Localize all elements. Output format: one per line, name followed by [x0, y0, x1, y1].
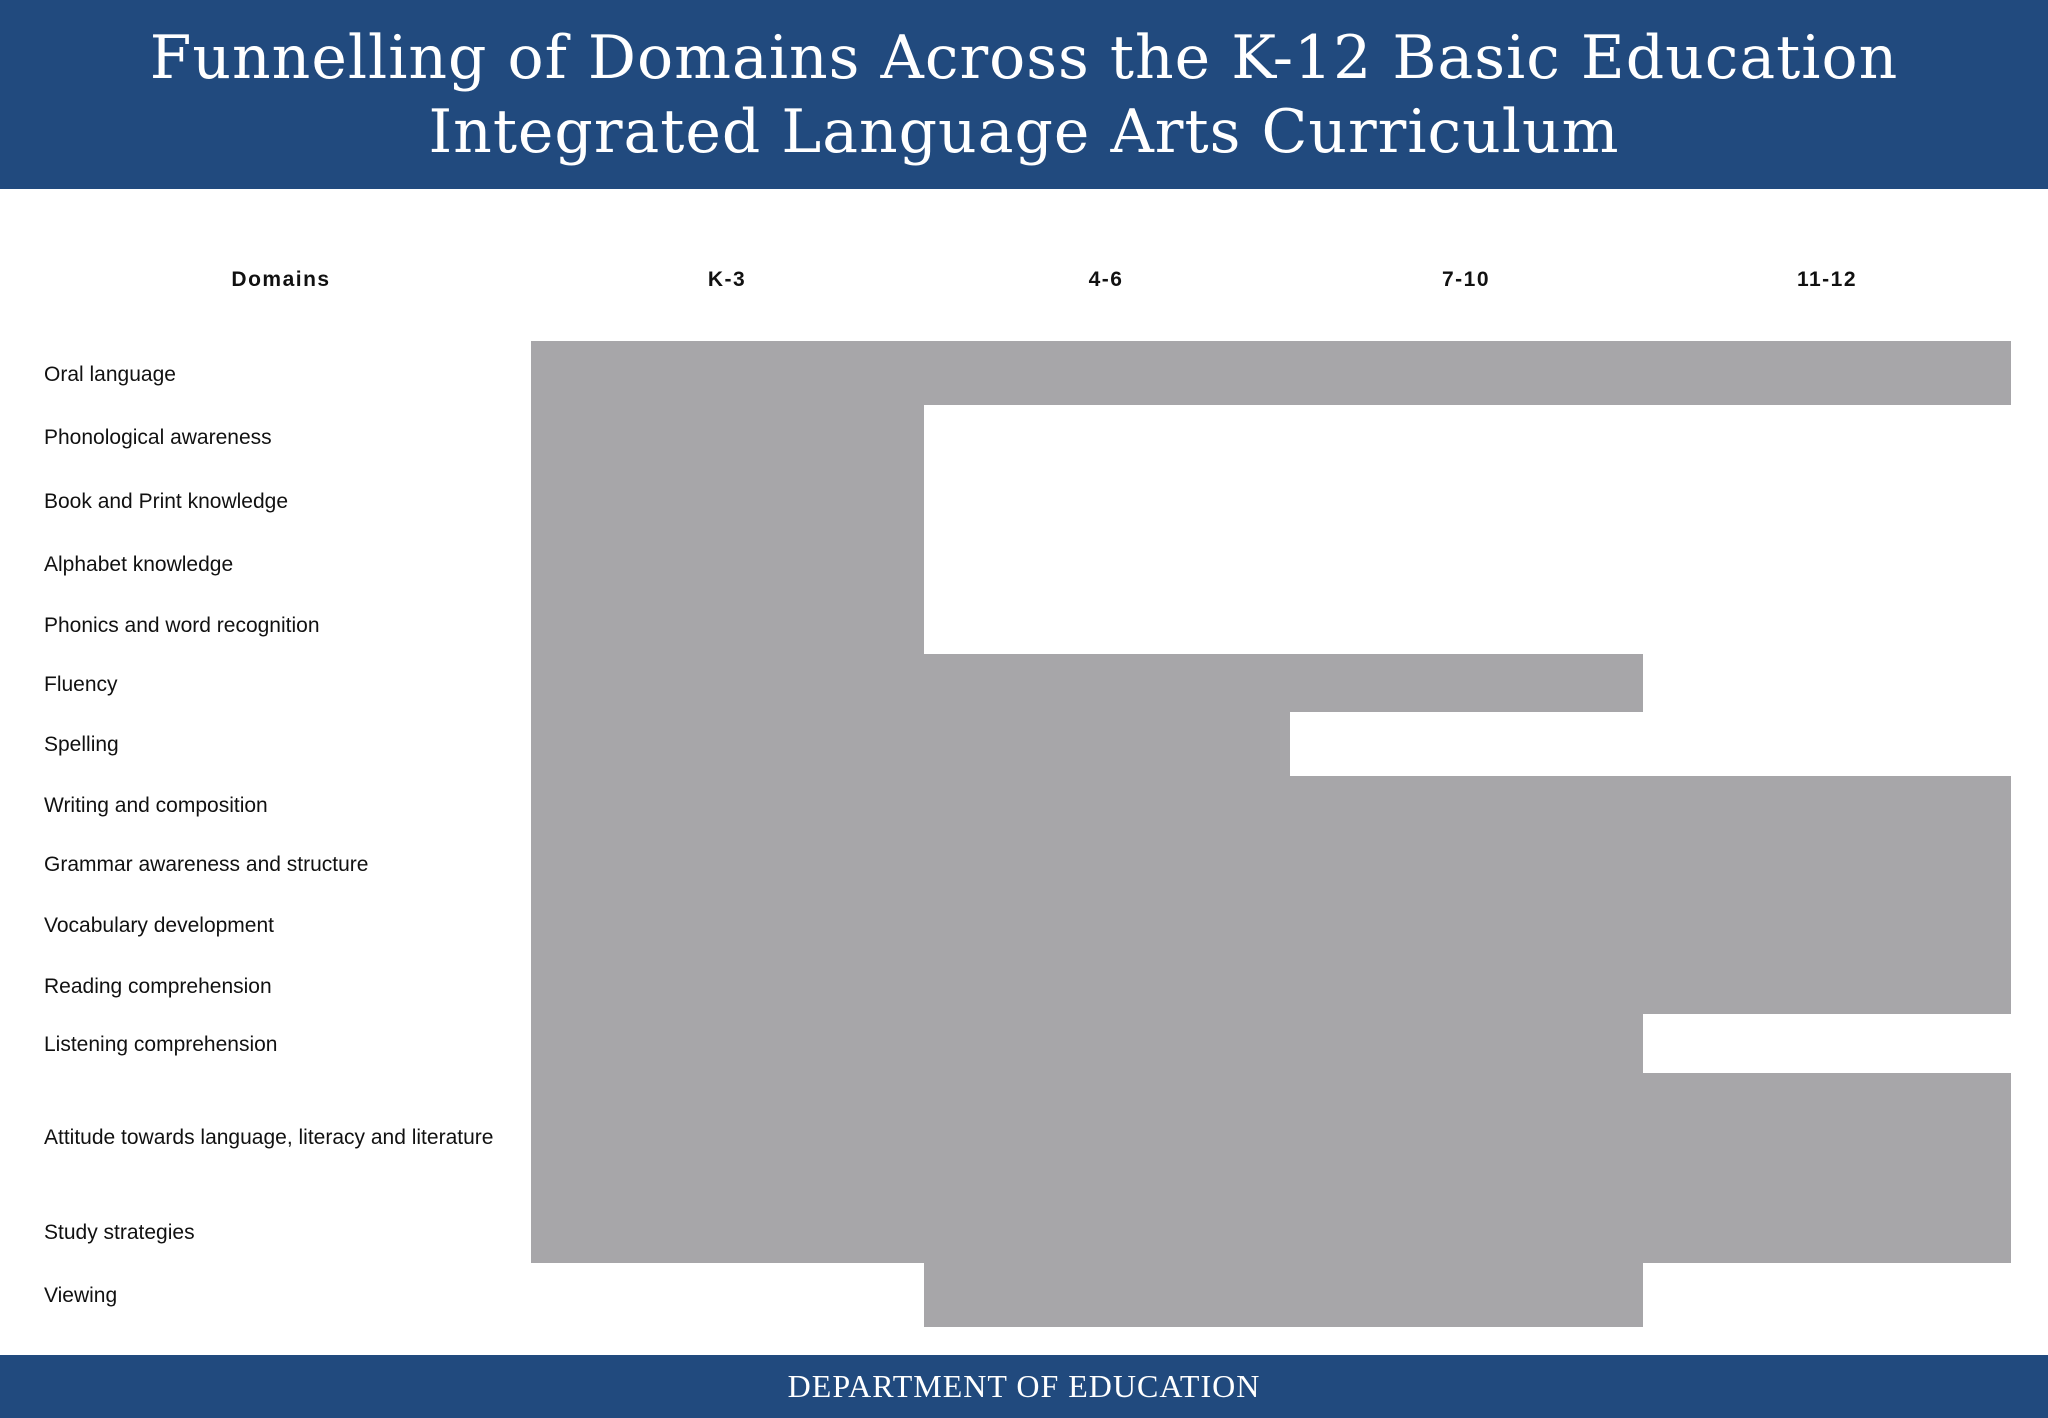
row-label-writing-and-composition: Writing and composition [44, 794, 268, 817]
coverage-cell [1290, 1073, 1643, 1201]
coverage-cell [1290, 1201, 1643, 1263]
coverage-cell [1643, 1201, 2011, 1263]
row-label-grammar-awareness-and-structure: Grammar awareness and structure [44, 853, 369, 876]
coverage-cell [1290, 341, 1643, 405]
coverage-cell [1290, 776, 1643, 833]
coverage-cell [531, 712, 924, 776]
row-label-attitude-towards-language: Attitude towards language, literacy and literature [44, 1126, 494, 1149]
coverage-cell [531, 341, 924, 405]
coverage-cell [1643, 956, 2011, 1014]
column-header-4-6: 4-6 [1088, 268, 1124, 291]
row-label-phonological-awareness: Phonological awareness [44, 426, 272, 449]
title-line-2: Integrated Language Arts Curriculum [428, 96, 1620, 167]
coverage-cell [924, 833, 1290, 896]
coverage-cell [1290, 654, 1643, 712]
coverage-cell [1643, 341, 2011, 405]
row-label-phonics-and-word-recognition: Phonics and word recognition [44, 614, 320, 637]
coverage-cell [1643, 1073, 2011, 1201]
coverage-cell [1643, 896, 2011, 956]
row-label-fluency: Fluency [44, 673, 118, 696]
coverage-cell [924, 896, 1290, 956]
coverage-cell [924, 654, 1290, 712]
row-label-vocabulary-development: Vocabulary development [44, 914, 274, 937]
row-label-study-strategies: Study strategies [44, 1221, 195, 1244]
coverage-cell [1290, 833, 1643, 896]
coverage-cell [924, 1014, 1290, 1073]
row-label-reading-comprehension: Reading comprehension [44, 975, 272, 998]
row-label-listening-comprehension: Listening comprehension [44, 1033, 278, 1056]
footer-text: DEPARTMENT OF EDUCATION [787, 1368, 1261, 1404]
coverage-cell [1643, 833, 2011, 896]
coverage-cell [924, 1263, 1290, 1327]
coverage-cell [1290, 896, 1643, 956]
column-header-11-12: 11-12 [1796, 268, 1858, 291]
column-header-domains: Domains [231, 268, 331, 291]
column-header-k-3: K-3 [707, 268, 747, 291]
coverage-cell [924, 1201, 1290, 1263]
title-banner [0, 0, 2048, 189]
coverage-cell [531, 896, 924, 956]
coverage-cell [531, 597, 924, 654]
row-label-book-and-print-knowledge: Book and Print knowledge [44, 490, 288, 513]
coverage-cell [1643, 776, 2011, 833]
coverage-cell [531, 833, 924, 896]
coverage-cell [1290, 1263, 1643, 1327]
row-label-viewing: Viewing [44, 1284, 118, 1307]
coverage-cell [531, 470, 924, 534]
footer-banner [0, 1355, 2048, 1418]
coverage-cell [1290, 1014, 1643, 1073]
coverage-cell [531, 534, 924, 597]
coverage-cell [924, 776, 1290, 833]
coverage-cell [531, 776, 924, 833]
coverage-cell [531, 654, 924, 712]
title-line-1: Funnelling of Domains Across the K-12 Basic Education [149, 22, 1899, 93]
coverage-cell [531, 405, 924, 470]
column-header-7-10: 7-10 [1441, 268, 1491, 291]
coverage-cell [924, 712, 1290, 776]
coverage-cell [1290, 956, 1643, 1014]
row-label-spelling: Spelling [44, 733, 119, 756]
coverage-cell [531, 956, 924, 1014]
coverage-cell [531, 1073, 924, 1201]
coverage-cell [924, 341, 1290, 405]
row-label-oral-language: Oral language [44, 363, 176, 386]
coverage-cell [924, 1073, 1290, 1201]
coverage-cell [924, 956, 1290, 1014]
row-label-alphabet-knowledge: Alphabet knowledge [44, 553, 234, 576]
coverage-cell [531, 1014, 924, 1073]
coverage-cell [531, 1201, 924, 1263]
